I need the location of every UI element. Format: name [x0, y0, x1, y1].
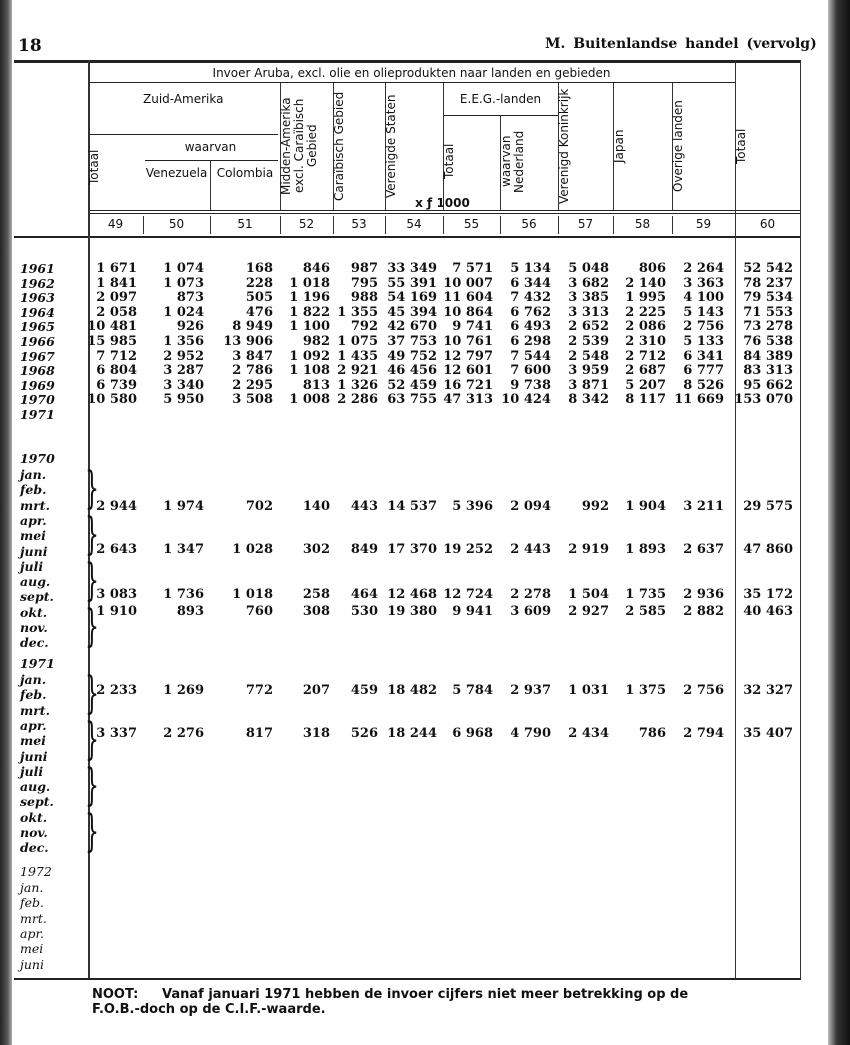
row-label-month: juni	[20, 956, 44, 972]
table-cell: 2 225	[625, 304, 666, 320]
column-number: 60	[759, 217, 776, 231]
table-cell: 772	[245, 683, 273, 698]
column-number: 57	[577, 217, 594, 231]
brace-icon: }	[85, 509, 99, 560]
right-border	[800, 60, 801, 980]
table-cell: 49 752	[387, 348, 437, 364]
table-cell: 786	[638, 726, 666, 741]
table-cell: 5 048	[568, 261, 609, 276]
row-label-month: mei	[20, 941, 44, 957]
group-zuid-amerika: Zuid-Amerika	[143, 92, 224, 106]
table-cell: 207	[302, 683, 330, 698]
table-cell: 308	[302, 604, 330, 619]
table-cell: 8 117	[625, 392, 666, 408]
table-cell: 3 871	[568, 377, 609, 393]
column-number: 50	[168, 217, 185, 231]
table-cell: 76 538	[743, 334, 793, 349]
table-cell: 78 237	[743, 275, 793, 291]
table-cell: 3 340	[163, 377, 204, 393]
brace-icon: }	[85, 463, 99, 514]
table-cell: 873	[176, 290, 204, 306]
brace-icon: }	[85, 668, 99, 719]
row-label-month: jan.	[20, 672, 47, 687]
table-cell: 1 075	[337, 334, 378, 349]
table-cell: 2 937	[510, 683, 551, 698]
table-cell: 2 086	[625, 319, 666, 335]
table-cell: 464	[350, 587, 378, 602]
table-cell: 1 735	[625, 587, 666, 602]
table-cell: 32 327	[743, 683, 793, 698]
table-cell: 3 211	[683, 499, 724, 514]
table-cell: 987	[350, 261, 378, 276]
table-cell: 153 070	[734, 392, 793, 408]
table-cell: 2 637	[683, 542, 724, 557]
table-cell: 18 244	[387, 726, 437, 741]
table-cell: 2 140	[625, 275, 666, 291]
table-cell: 926	[176, 319, 204, 335]
table-cell: 1 822	[289, 304, 330, 320]
column-header: waarvan Nederland	[499, 130, 526, 193]
row-label-month: juni	[20, 543, 48, 559]
row-label-month: juli	[20, 763, 44, 779]
table-cell: 2 058	[96, 304, 137, 320]
column-header: Totaal	[442, 143, 456, 180]
table-cell: 5 207	[625, 377, 666, 393]
row-label-month: juli	[20, 558, 44, 574]
table-cell: 1 018	[289, 275, 330, 291]
table-cell: 7 712	[96, 348, 137, 364]
table-cell: 846	[302, 261, 330, 276]
row-label-year: 1970	[20, 451, 55, 466]
table-cell: 505	[245, 290, 273, 306]
table-cell: 46 456	[387, 363, 437, 379]
table-cell: 37 753	[387, 334, 437, 349]
table-cell: 2 756	[683, 319, 724, 335]
table-cell: 3 083	[96, 587, 137, 602]
table-cell: 18 482	[387, 683, 437, 698]
header-rule	[88, 210, 800, 211]
table-cell: 7 571	[452, 261, 493, 276]
unit-label: x ƒ 1000	[415, 196, 470, 210]
column-number: 52	[298, 217, 315, 231]
note-line-2: F.O.B.-doch op de C.I.F.-waarde.	[92, 1002, 326, 1017]
table-cell: 6 341	[683, 348, 724, 364]
table-cell: 63 755	[387, 392, 437, 408]
table-cell: 13 906	[223, 334, 273, 349]
colno-rule	[14, 236, 800, 238]
table-cell: 6 762	[510, 304, 551, 320]
table-cell: 9 738	[510, 377, 551, 393]
table-cell: 10 481	[87, 319, 137, 335]
brace-icon: }	[85, 760, 99, 811]
note-label: NOOT:	[92, 987, 139, 1002]
table-cell: 6 968	[452, 726, 493, 741]
table-cell: 3 313	[568, 304, 609, 320]
waarvan-label: waarvan	[184, 140, 237, 154]
table-cell: 2 921	[337, 363, 378, 379]
column-number: 58	[634, 217, 651, 231]
table-cell: 258	[302, 587, 330, 602]
table-cell: 16 721	[443, 377, 493, 393]
group-eeg: E.E.G.-landen	[459, 92, 542, 106]
row-label-year: 1970	[20, 392, 55, 408]
column-header: Caraïbisch Gebied	[332, 91, 346, 201]
table-cell: 7 544	[510, 348, 551, 364]
column-header: Verenigd Koninkrijk	[557, 88, 571, 204]
table-cell: 792	[350, 319, 378, 335]
table-cell: 29 575	[743, 499, 793, 514]
table-cell: 1 347	[163, 542, 204, 557]
table-cell: 1 269	[163, 683, 204, 698]
table-cell: 849	[350, 542, 378, 557]
table-cell: 1 904	[625, 499, 666, 514]
row-label-year: 1967	[20, 348, 55, 364]
table-cell: 530	[350, 604, 378, 619]
table-cell: 6 493	[510, 319, 551, 335]
table-cell: 1 435	[337, 348, 378, 364]
brace-icon: }	[85, 601, 99, 652]
row-label-month: aug.	[20, 779, 51, 795]
table-cell: 476	[245, 304, 273, 320]
table-cell: 1 974	[163, 499, 204, 514]
table-cell: 2 276	[163, 726, 204, 741]
table-cell: 3 287	[163, 363, 204, 379]
column-header: Venezuela	[145, 166, 208, 180]
table-cell: 1 356	[163, 334, 204, 349]
table-cell: 3 508	[232, 392, 273, 408]
row-label-month: mrt.	[20, 910, 47, 926]
table-cell: 2 286	[337, 392, 378, 408]
table-cell: 817	[245, 726, 273, 741]
table-cell: 6 739	[96, 377, 137, 393]
table-cell: 40 463	[743, 604, 793, 619]
table-cell: 5 143	[683, 304, 724, 320]
table-cell: 12 797	[443, 348, 493, 364]
table-cell: 3 363	[683, 275, 724, 291]
row-label-month: dec.	[20, 840, 49, 856]
table-cell: 228	[245, 275, 273, 291]
table-cell: 1 995	[625, 290, 666, 306]
table-cell: 168	[245, 261, 273, 276]
row-label-year: 1963	[20, 290, 55, 306]
table-cell: 54 169	[387, 290, 437, 306]
table-cell: 318	[302, 726, 330, 741]
table-cell: 8 949	[232, 319, 273, 335]
table-cell: 9 741	[452, 319, 493, 335]
table-cell: 42 670	[387, 319, 437, 335]
table-cell: 45 394	[387, 304, 437, 320]
table-cell: 813	[302, 377, 330, 393]
table-cell: 55 391	[387, 275, 437, 291]
row-label-month: mrt.	[20, 497, 50, 513]
table-cell: 1 841	[96, 275, 137, 291]
table-cell: 84 389	[743, 348, 793, 364]
table-cell: 10 580	[87, 392, 137, 408]
table-cell: 2 548	[568, 348, 609, 364]
column-number: 55	[463, 217, 480, 231]
row-label-month: nov.	[20, 825, 48, 840]
row-label-year: 1971	[20, 656, 55, 671]
table-cell: 5 134	[510, 261, 551, 276]
row-label-month: juni	[20, 748, 48, 764]
row-label-month: okt.	[20, 604, 48, 620]
table-cell: 2 278	[510, 587, 551, 602]
row-label-month: apr.	[20, 925, 45, 941]
table-cell: 3 385	[568, 290, 609, 306]
row-label-month: sept.	[20, 589, 54, 605]
row-label-year: 1972	[20, 864, 52, 879]
table-cell: 2 756	[683, 683, 724, 698]
table-cell: 2 097	[96, 290, 137, 306]
table-cell: 6 344	[510, 275, 551, 291]
table-cell: 3 959	[568, 363, 609, 379]
table-cell: 992	[581, 499, 609, 514]
table-cell: 2 927	[568, 604, 609, 619]
table-cell: 1 031	[568, 683, 609, 698]
table-cell: 459	[350, 683, 378, 698]
row-label-year: 1962	[20, 275, 55, 291]
running-head: M. Buitenlandse handel (vervolg)	[545, 36, 817, 52]
note-line-1: Vanaf januari 1971 hebben de invoer cijfers niet meer betrekking op de	[162, 987, 689, 1002]
table-cell: 5 396	[452, 499, 493, 514]
table-cell: 2 919	[568, 542, 609, 557]
table-cell: 2 794	[683, 726, 724, 741]
column-number: 59	[695, 217, 712, 231]
waarvan-rule	[145, 160, 278, 161]
table-cell: 1 074	[163, 261, 204, 276]
table-cell: 2 233	[96, 683, 137, 698]
top-rule	[14, 60, 800, 63]
table-cell: 3 847	[232, 348, 273, 364]
table-cell: 11 604	[443, 290, 493, 306]
table-cell: 95 662	[743, 377, 793, 393]
column-header: Verenigde Staten	[384, 94, 398, 198]
table-cell: 71 553	[743, 304, 793, 320]
row-label-month: sept.	[20, 794, 54, 810]
table-cell: 2 944	[96, 499, 137, 514]
table-title: Invoer Aruba, excl. olie en olieprodukten naar landen en gebieden	[212, 66, 611, 80]
table-cell: 140	[302, 499, 330, 514]
table-cell: 2 264	[683, 261, 724, 276]
table-cell: 1 108	[289, 363, 330, 379]
table-cell: 19 252	[443, 542, 493, 557]
table-cell: 1 355	[337, 304, 378, 320]
table-cell: 1 008	[289, 392, 330, 408]
table-cell: 11 669	[674, 392, 724, 408]
row-label-month: mei	[20, 733, 46, 749]
table-cell: 52 459	[387, 377, 437, 393]
brace-icon: }	[85, 555, 99, 606]
row-label-year: 1966	[20, 334, 55, 349]
brace-icon: }	[85, 806, 99, 857]
column-header: Totaal	[87, 149, 101, 186]
table-cell: 2 443	[510, 542, 551, 557]
table-cell: 5 950	[163, 392, 204, 408]
table-cell: 1 375	[625, 683, 666, 698]
row-label-year: 1964	[20, 304, 55, 320]
table-cell: 2 539	[568, 334, 609, 349]
table-cell: 47 313	[443, 392, 493, 408]
table-cell: 982	[302, 334, 330, 349]
table-cell: 10 761	[443, 334, 493, 349]
row-label-month: mei	[20, 528, 46, 544]
row-label-year: 1971	[20, 407, 55, 422]
table-cell: 83 313	[743, 363, 793, 379]
table-cell: 7 600	[510, 363, 551, 379]
table-cell: 2 936	[683, 587, 724, 602]
table-cell: 8 526	[683, 377, 724, 393]
table-cell: 795	[350, 275, 378, 291]
table-cell: 2 643	[96, 542, 137, 557]
scan-right-edge	[828, 0, 850, 1045]
table-cell: 33 349	[387, 261, 437, 276]
table-cell: 4 100	[683, 290, 724, 306]
table-cell: 1 671	[96, 261, 137, 276]
column-number: 49	[107, 217, 124, 231]
column-number: 54	[406, 217, 422, 231]
table-cell: 443	[350, 499, 378, 514]
column-header: Japan	[612, 129, 626, 163]
table-cell: 702	[245, 499, 273, 514]
row-label-month: apr.	[20, 717, 47, 733]
row-label-year: 1965	[20, 319, 55, 335]
row-label-year: 1968	[20, 363, 55, 379]
table-cell: 3 682	[568, 275, 609, 291]
title-rule	[88, 82, 735, 83]
table-cell: 2 652	[568, 319, 609, 335]
bottom-rule	[14, 978, 800, 980]
header-rule-2	[88, 213, 800, 214]
table-cell: 79 534	[743, 290, 793, 306]
table-cell: 17 370	[387, 542, 437, 557]
table-cell: 19 380	[387, 604, 437, 619]
row-label-month: nov.	[20, 620, 48, 635]
column-header: Totaal	[734, 128, 748, 164]
table-cell: 1 504	[568, 587, 609, 602]
table-cell: 2 434	[568, 726, 609, 741]
table-cell: 806	[638, 261, 666, 276]
table-cell: 1 018	[232, 587, 273, 602]
table-cell: 5 784	[452, 683, 493, 698]
table-cell: 2 952	[163, 348, 204, 364]
table-cell: 35 172	[743, 587, 793, 602]
table-cell: 6 777	[683, 363, 724, 379]
table-cell: 893	[176, 604, 204, 619]
table-cell: 1 024	[163, 304, 204, 320]
column-number: 51	[237, 217, 253, 231]
table-cell: 6 804	[96, 363, 137, 379]
table-cell: 2 712	[625, 348, 666, 364]
table-cell: 2 786	[232, 363, 273, 379]
table-cell: 10 864	[443, 304, 493, 320]
table-cell: 526	[350, 726, 378, 741]
table-cell: 1 736	[163, 587, 204, 602]
row-label-month: jan.	[20, 880, 44, 895]
table-cell: 1 073	[163, 275, 204, 291]
table-cell: 6 298	[510, 334, 551, 349]
table-cell: 5 133	[683, 334, 724, 349]
column-header: Overige landen	[671, 100, 685, 192]
row-label-month: jan.	[20, 467, 47, 482]
table-cell: 2 094	[510, 499, 551, 514]
row-label-year: 1969	[20, 377, 55, 393]
row-label-month: dec.	[20, 635, 49, 651]
scan-left-edge	[0, 0, 12, 1045]
table-cell: 4 790	[510, 726, 551, 741]
row-label-year: 1961	[20, 261, 55, 276]
table-cell: 35 407	[743, 726, 793, 741]
table-cell: 15 985	[87, 334, 137, 349]
table-cell: 47 860	[743, 542, 793, 557]
table-cell: 52 542	[743, 261, 793, 276]
table-cell: 2 585	[625, 604, 666, 619]
table-cell: 12 601	[443, 363, 493, 379]
column-number: 53	[351, 217, 367, 231]
table-cell: 1 326	[337, 377, 378, 393]
row-label-month: feb.	[20, 482, 47, 498]
table-cell: 988	[350, 290, 378, 306]
table-cell: 3 609	[510, 604, 551, 619]
row-label-month: feb.	[20, 895, 44, 911]
table-cell: 2 295	[232, 377, 273, 393]
table-cell: 1 028	[232, 542, 273, 557]
column-header: Midden-Amerika excl. Caraïbisch Gebied	[279, 97, 319, 195]
table-cell: 1 893	[625, 542, 666, 557]
table-cell: 2 882	[683, 604, 724, 619]
table-cell: 2 687	[625, 363, 666, 379]
column-number: 56	[521, 217, 537, 231]
page-number: 18	[18, 36, 42, 56]
row-label-month: okt.	[20, 809, 48, 825]
table-cell: 7 432	[510, 290, 551, 306]
table-cell: 8 342	[568, 392, 609, 408]
table-cell: 1 196	[289, 290, 330, 306]
table-cell: 10 424	[501, 392, 551, 408]
table-cell: 302	[302, 542, 330, 557]
table-cell: 12 724	[443, 587, 493, 602]
table-cell: 1 100	[289, 319, 330, 335]
table-cell: 73 278	[743, 319, 793, 335]
table-cell: 12 468	[387, 587, 437, 602]
table-cell: 2 310	[625, 334, 666, 349]
table-cell: 10 007	[443, 275, 493, 291]
row-label-month: apr.	[20, 512, 47, 528]
table-cell: 760	[245, 604, 273, 619]
row-label-month: mrt.	[20, 702, 50, 718]
table-cell: 3 337	[96, 726, 137, 741]
brace-icon: }	[85, 714, 99, 765]
table-cell: 1 092	[289, 348, 330, 364]
row-label-month: feb.	[20, 687, 47, 703]
table-cell: 1 910	[96, 604, 137, 619]
table-cell: 14 537	[387, 499, 437, 514]
row-label-month: aug.	[20, 574, 51, 590]
column-header: Colombia	[216, 166, 274, 180]
table-cell: 9 941	[452, 604, 493, 619]
